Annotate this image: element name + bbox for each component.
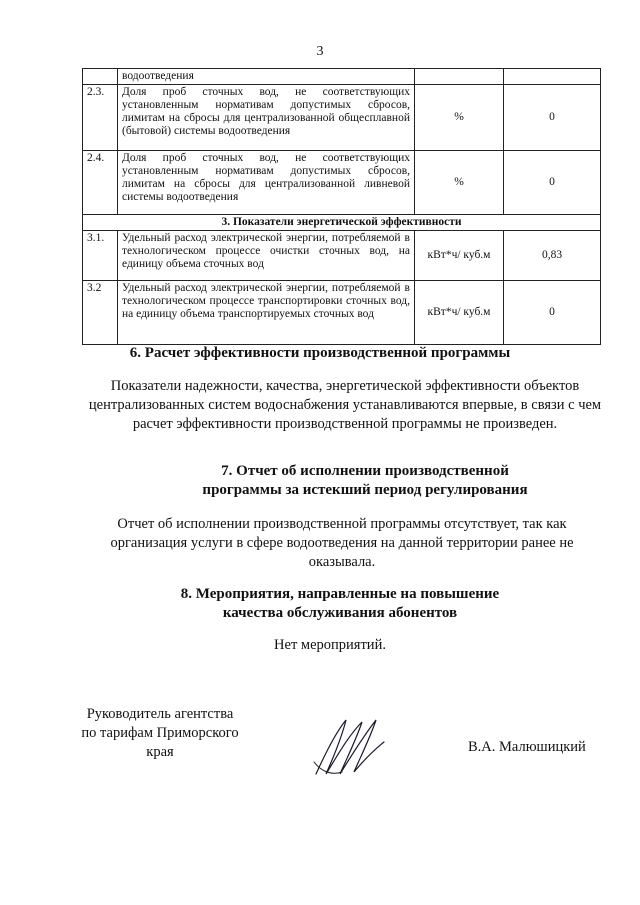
indicator-name: водоотведения xyxy=(118,69,415,85)
section-title: 3. Показатели энергетической эффективности xyxy=(83,215,601,231)
indicator-name: Удельный расход электрической энергии, потребляемой в технологическом процессе очистки сточных вод, на единицу объема сточных вод xyxy=(118,231,415,281)
table-row xyxy=(83,281,601,345)
value-cell: 0 xyxy=(504,85,601,151)
indicator-name: Доля проб сточных вод, не соответствующих установленным нормативам допустимых сбросов, лимитам на сбросы для централизованной ливневой системы водоотведения xyxy=(118,151,415,215)
section-text-8: Нет мероприятий. xyxy=(274,637,386,653)
section-text-6: Показатели надежности, качества, энергетической эффективности объектов централизованных систем водоснабжения устанавливаются впервые, в связи с чем расчет эффективности производственной программы не произведен. xyxy=(88,378,602,432)
section-row xyxy=(83,215,601,231)
row-number: 2.4. xyxy=(83,151,118,215)
value-cell xyxy=(504,69,601,85)
row-number: 2.3. xyxy=(83,85,118,151)
row-number xyxy=(83,69,118,85)
signatory-name: В.А. Малюшицкий xyxy=(468,739,586,755)
unit-cell: % xyxy=(415,151,504,215)
table-row xyxy=(83,231,601,281)
page-number: 3 xyxy=(316,44,324,59)
value-cell: 0 xyxy=(504,151,601,215)
table-row xyxy=(83,69,601,85)
unit-cell xyxy=(415,69,504,85)
handwritten-signature xyxy=(306,712,388,780)
unit-cell: % xyxy=(415,85,504,151)
value-cell: 0 xyxy=(504,281,601,345)
indicator-name: Удельный расход электрической энергии, потребляемой в технологическом процессе транспортировки сточных вод, на единицу объема транспортируемых сточных вод xyxy=(118,281,415,345)
indicators-table xyxy=(82,68,601,345)
section-text-7: Отчет об исполнении производственной программы отсутствует, так как организация услуги в сфере водоотведения на данной территории ранее не оказывала. xyxy=(110,516,574,570)
unit-cell: кВт*ч/ куб.м xyxy=(415,231,504,281)
section-heading-6: 6. Расчет эффективности производственной программы xyxy=(129,345,511,361)
section-heading-8: 8. Мероприятия, направленные на повышение качества обслуживания абонентов xyxy=(180,586,500,621)
indicator-name: Доля проб сточных вод, не соответствующих установленным нормативам допустимых сбросов, лимитам на сбросы для централизованной общесплавной (бытовой) системы водоотведения xyxy=(118,85,415,151)
signatory-position: Руководитель агентства по тарифам Приморского края xyxy=(81,706,239,760)
row-number: 3.2 xyxy=(83,281,118,345)
value-cell: 0,83 xyxy=(504,231,601,281)
section-heading-7: 7. Отчет об исполнении производственной программы за истекший период регулирования xyxy=(202,463,528,498)
table-row xyxy=(83,85,601,151)
table-row xyxy=(83,151,601,215)
row-number: 3.1. xyxy=(83,231,118,281)
unit-cell: кВт*ч/ куб.м xyxy=(415,281,504,345)
